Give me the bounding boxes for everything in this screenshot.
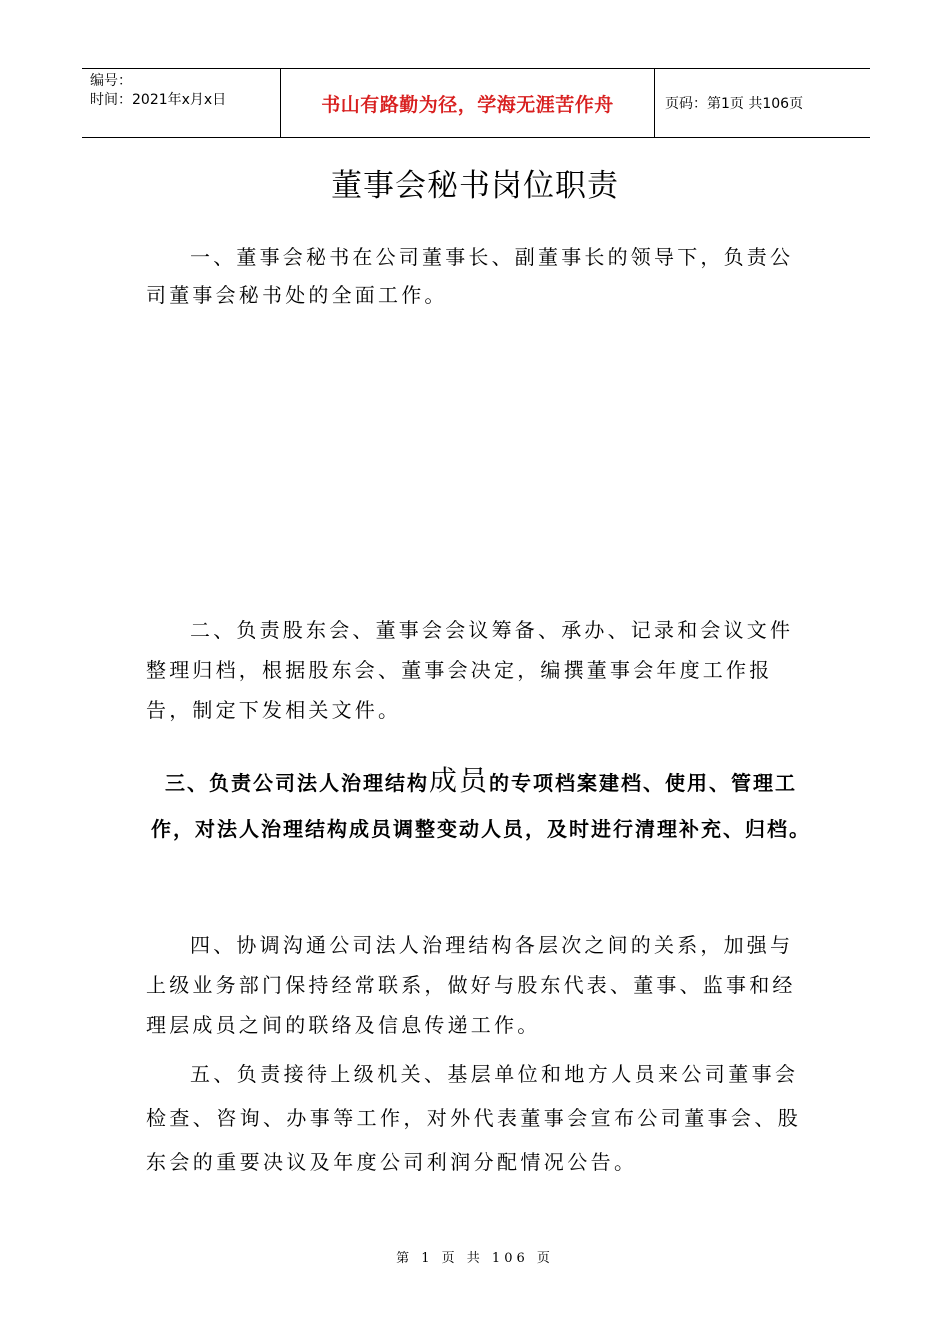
paragraph-4: 四、协调沟通公司法人治理结构各层次之间的关系，加强与上级业务部门保持经常联系，做好与股东代表、董事、监事和经理层成员之间的联络及信息传递工作。 [146,933,796,1037]
paragraph-3-part-2: 的专项档案建档、使用、管理工作，对法人治理结构成员调整变动人员，及时进行清理补充、归档。 [151,771,811,841]
number-label: 编号： [90,73,132,89]
paragraph-3-part-1: 三、负责公司法人治理结构 [164,771,429,795]
slogan: 书山有路勤为径，学海无涯苦作舟 [281,69,655,137]
header-left-cell [82,69,281,137]
paragraph-5: 五、负责接待上级机关、基层单位和地方人员来公司董事会检查、咨询、办事等工作，对外代表董事会宣布公司董事会、股东会的重要决议及年度公司利润分配情况公告。 [146,1062,802,1174]
page-label: 页码：第1页 共106页 [665,96,804,112]
paragraph-2: 二、负责股东会、董事会会议筹备、承办、记录和会议文件整理归档，根据股东会、董事会决定，编撰董事会年度工作报告，制定下发相关文件。 [146,618,794,722]
paragraph-3 [146,758,816,852]
header-table [82,68,870,138]
paragraph-3-emphasis: 成员 [428,764,489,797]
document-title: 董事会秘书岗位职责 [331,168,619,204]
page-footer: 第 1 页 共 106 页 [396,1251,554,1266]
date-label: 时间：2021年x月x日 [90,92,227,108]
paragraph-1: 一、董事会秘书在公司董事长、副董事长的领导下，负责公司董事会秘书处的全面工作。 [146,245,794,307]
